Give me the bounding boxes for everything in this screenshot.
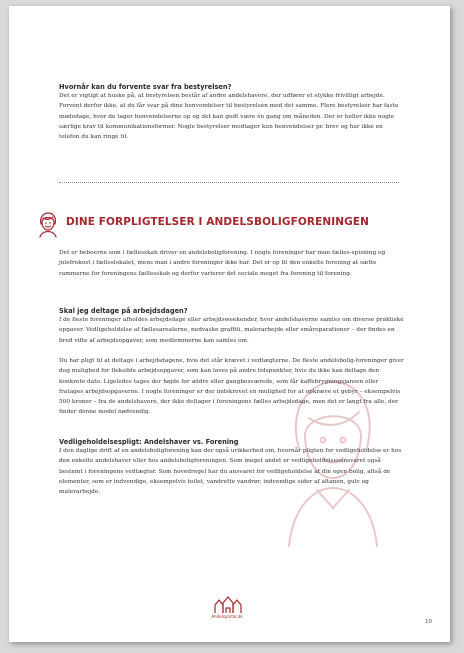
paragraph-response-time: Det er vigtigt at huske på, at bestyrelsen består af andre andelshavere, der udfører et stykke frivilligt arbejde. Forvent derfor ikke, at du får svar på dine henvendelser til bestyrelsen med det samme. Flere bestyrelser har faste mødedage, hvor de tager henvendelserne op og det kan godt være én gang om måneden. Der er heller ikke nogle særlige krav til kommunikationsformer. Nogle bestyrelser modtager kun henvendelser pr. brev og har ikke en telefon du kan ringe til.: [59, 93, 399, 141]
dotted-divider: [59, 182, 399, 183]
brand-logo-text: Andelsportal.dk: [211, 614, 243, 619]
section-heading-response-time: Hvornår kan du forvente svar fra bestyrelsen?: [59, 83, 232, 91]
woman-illustration: [281, 378, 381, 548]
paragraph-obligations-intro: Det er beboerne som i fællesskab driver en andelsboligforening. I nogle foreninger har man fælles-spisning og julefrokost i fælleslokalet, mens man i andre foreninger ikke har. Det er op til den enkelte forening at sætte rammerne for foreningens fællesskab og derfor varierer det sociale meget fra forening til forening.: [59, 250, 386, 277]
section-title: DINE FORPLIGTELSER I ANDELSBOLIGFORENINGEN: [66, 216, 370, 228]
section-heading-workday: Skal jeg deltage på arbejdsdagen?: [59, 307, 188, 315]
woman-avatar-icon: [37, 212, 59, 238]
document-page: [9, 6, 450, 642]
paragraph-maintenance: I den daglige drift af en andelsboligforening kan der også urikkerhed om, hvornår pligten for vedligeholdelse er hos den enkelte andelshaver eller hos andelsboligforeningen. Som meget andet er vedligeholdelsesansvaret også bestemt i foreningens vedtægter. Som hovedregel har du ansvaret for vedligeholdelse af din egen bolig, altså de elementer, som er indvendige, eksempelvis toilet, vandrette vandrør, indvendige sider af altanen, gulv og malerarbejde.: [59, 448, 402, 496]
page-number: 10: [425, 619, 432, 625]
houses-logo-icon: [214, 596, 242, 614]
paragraph-workday-2: Du har pligt til at deltage i arbejdsdagene, hvis det står krævet i vedtægterne. De fleste andelsbolig-foreninger giver dog mulighed for fleksible arbejdsopgaver, som kan laves på andre tidspunkter, hvis du ikke kan deltage den konkrete dato. Ligeledes tages der højde for ældre eller gangbesværede, som får kaffebrygningsjansen eller fratages arbejdsopgaverne. I nogle foreninger er der indskrevet en mulighed for at opkræve et gebyr – eksempelvis 500 kroner – fra de andelshavere, der ikke deltager i foreningens fælles arbejdsdage, men det er langt fra alle, der finder denne model nødvendig.: [59, 358, 404, 416]
paragraph-workday-1: I de fleste foreninger afholdes arbejdsdage eller arbejdsweekender, hvor andelshaverne samles om diverse praktiske opgaver. Vedligeholdelse af fællesarealerne, nedvaske graffiti, malerarbejde eller småreparationer – der findes en bred vifte af arbejdsopgaver, som medlemmerne kan samles om.: [59, 317, 404, 344]
section-heading-maintenance: Vedligeholdelsespligt: Andelshaver vs. Forening: [59, 438, 239, 446]
